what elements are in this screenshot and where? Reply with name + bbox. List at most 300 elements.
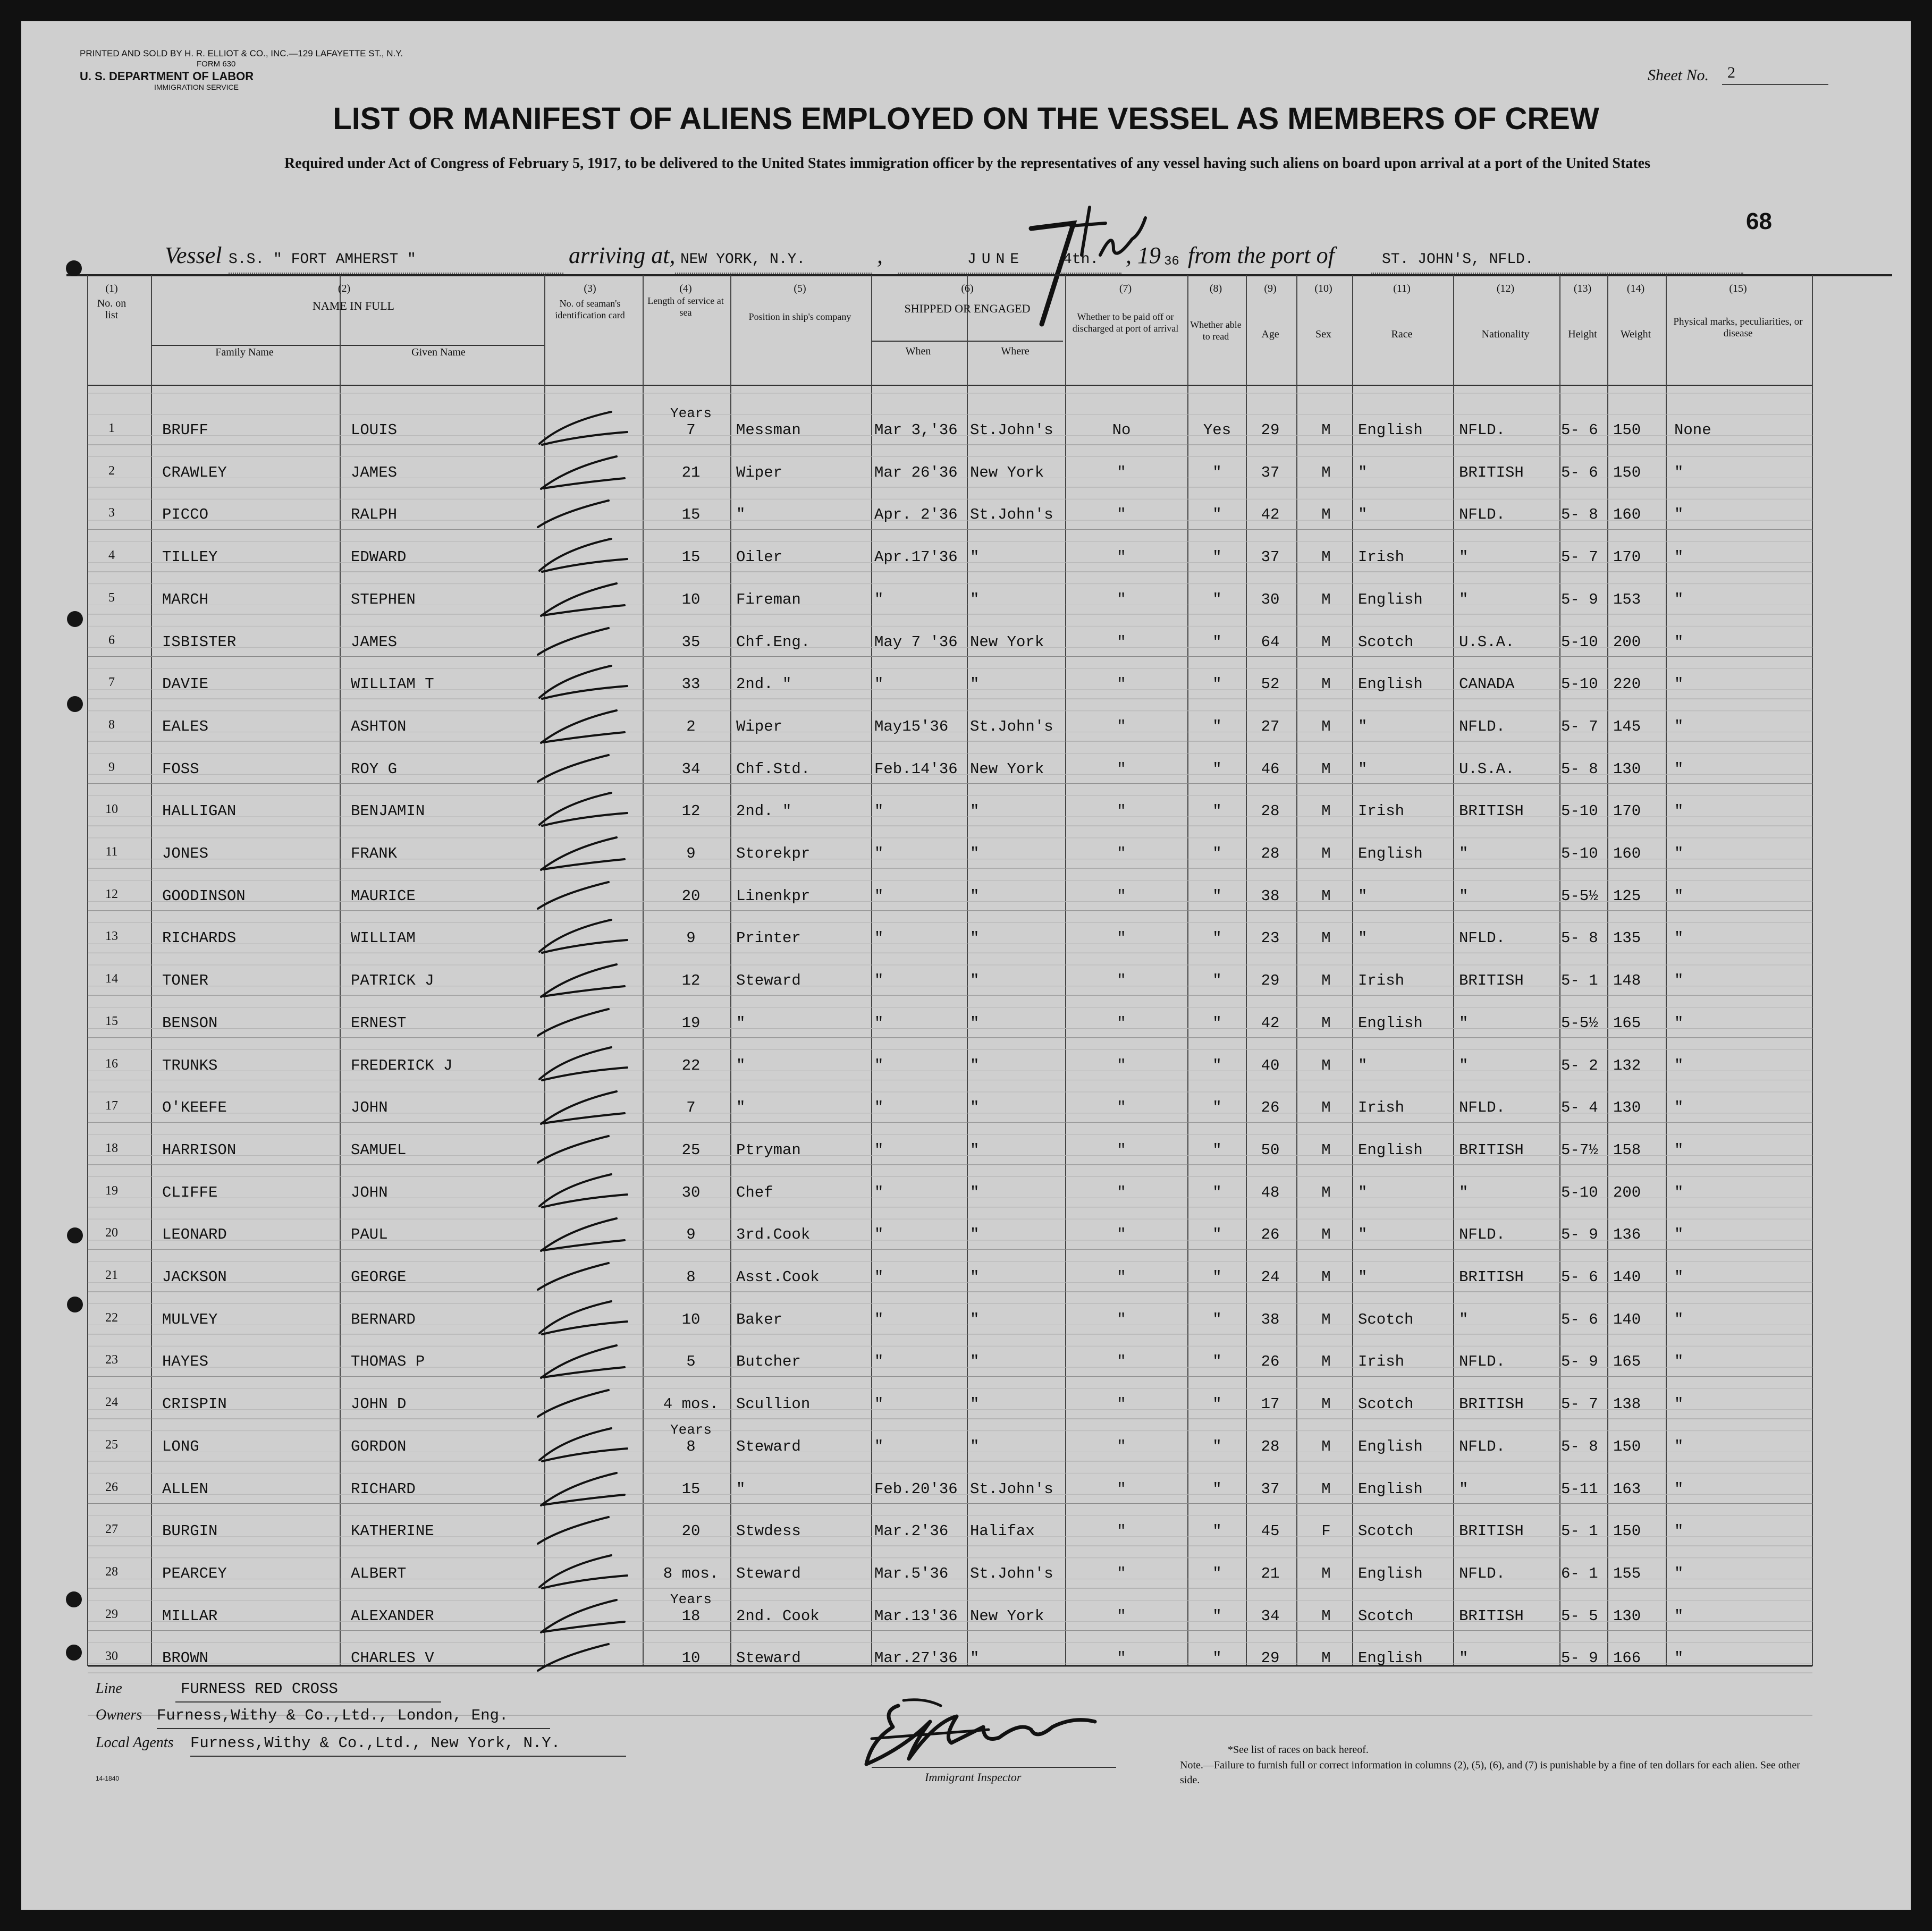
cell-read: "	[1212, 717, 1222, 735]
cell-when: "	[874, 845, 884, 862]
header-height: Height	[1568, 328, 1597, 340]
cell-paid: "	[1117, 887, 1126, 905]
cell-position: Ptryman	[736, 1141, 801, 1159]
cell-read: "	[1212, 675, 1222, 693]
cell-no: 9	[108, 760, 115, 774]
cell-service: 8 mos.	[663, 1564, 719, 1582]
cell-sex: M	[1321, 1226, 1331, 1244]
cell-no: 17	[105, 1099, 118, 1113]
id-card-checkmark	[531, 1381, 638, 1428]
cell-height: 6- 1	[1561, 1564, 1598, 1582]
cell-race: English	[1358, 845, 1423, 862]
cell-age: 28	[1261, 802, 1280, 820]
cell-marks: "	[1674, 802, 1684, 820]
cell-when: "	[874, 1099, 884, 1117]
id-card-checkmark	[531, 491, 638, 539]
cell-marks: "	[1674, 1437, 1684, 1455]
cell-age: 17	[1261, 1395, 1280, 1413]
cell-weight: 138	[1613, 1395, 1641, 1413]
id-card-checkmark	[531, 703, 638, 751]
cell-sex: M	[1321, 1353, 1331, 1371]
header-sex: Sex	[1315, 328, 1331, 340]
cell-sex: M	[1321, 802, 1331, 820]
header-shipped-engaged: SHIPPED OR ENGAGED	[904, 302, 1031, 315]
service-unit-note: Years	[670, 405, 712, 421]
cell-service: 5	[686, 1353, 696, 1371]
cell-sex: M	[1321, 972, 1331, 990]
id-card-checkmark	[531, 1169, 638, 1217]
id-card-checkmark	[531, 576, 638, 624]
cell-race: Scotch	[1358, 1310, 1414, 1328]
cell-when: Mar.2'36	[874, 1522, 949, 1540]
cell-height: 5-7½	[1561, 1141, 1598, 1159]
id-card-checkmark	[531, 1338, 638, 1386]
cell-family: PICCO	[162, 506, 209, 524]
cell-paid: "	[1117, 1353, 1126, 1371]
cell-height: 5- 8	[1561, 506, 1598, 524]
cell-weight: 136	[1613, 1226, 1641, 1244]
cell-marks: "	[1674, 1099, 1684, 1117]
penalty-note: Note.—Failure to furnish full or correct information in columns (2), (5), (6), and (7) is punishable by a fine of ten dollars for each alien. See other side.	[1180, 1759, 1800, 1786]
cell-family: GOODINSON	[162, 887, 246, 905]
sheet-number-label: Sheet No.	[1648, 66, 1709, 84]
column-number: (6)	[961, 283, 974, 294]
cell-family: LONG	[162, 1437, 199, 1455]
cell-nationality: BRITISH	[1459, 1141, 1524, 1159]
binder-hole	[67, 1297, 83, 1312]
cell-marks: "	[1674, 590, 1684, 608]
cell-family: MULVEY	[162, 1310, 218, 1328]
cell-given: MAURICE	[351, 887, 416, 905]
cell-age: 46	[1261, 760, 1280, 778]
cell-given: EDWARD	[351, 548, 407, 566]
cell-height: 5- 6	[1561, 1268, 1598, 1286]
cell-given: GORDON	[351, 1437, 407, 1455]
service-unit-note: Years	[670, 1421, 712, 1438]
cell-read: "	[1212, 1310, 1222, 1328]
cell-position: Steward	[736, 972, 801, 990]
cell-where: "	[970, 1183, 980, 1201]
cell-where: "	[970, 1395, 980, 1413]
header-position: Position in ship's company	[748, 311, 851, 322]
cell-paid: "	[1117, 1310, 1126, 1328]
header-physical-marks: Physical marks, peculiarities, or disease	[1673, 316, 1803, 339]
cell-where: St.John's	[970, 717, 1053, 735]
cell-weight: 163	[1613, 1480, 1641, 1498]
cell-when: "	[874, 972, 884, 990]
cell-service: 25	[681, 1141, 701, 1159]
cell-position: Chef	[736, 1183, 773, 1201]
cell-where: "	[970, 1437, 980, 1455]
cell-sex: M	[1321, 929, 1331, 947]
cell-nationality: NFLD.	[1459, 1564, 1506, 1582]
cell-age: 37	[1261, 1480, 1280, 1498]
cell-where: St.John's	[970, 506, 1053, 524]
cell-read: "	[1212, 1226, 1222, 1244]
cell-weight: 140	[1613, 1310, 1641, 1328]
cell-race: "	[1358, 1056, 1368, 1074]
cell-nationality: CANADA	[1459, 675, 1515, 693]
cell-marks: "	[1674, 1564, 1684, 1582]
from-port: ST. JOHN'S, NFLD.	[1382, 251, 1534, 268]
line-value: FURNESS RED CROSS	[181, 1680, 338, 1698]
owners-label: Owners	[96, 1707, 142, 1723]
cell-when: "	[874, 1353, 884, 1371]
cell-paid: "	[1117, 1649, 1126, 1667]
cell-family: O'KEEFE	[162, 1099, 227, 1117]
cell-family: HAYES	[162, 1353, 209, 1371]
owners-underline	[157, 1728, 550, 1729]
cell-marks: "	[1674, 972, 1684, 990]
service-unit-note: Years	[670, 1591, 712, 1607]
cell-given: JOHN D	[351, 1395, 407, 1413]
column-number: (12)	[1496, 283, 1515, 294]
cell-where: "	[970, 887, 980, 905]
cell-family: BRUFF	[162, 421, 209, 439]
cell-read: "	[1212, 760, 1222, 778]
cell-weight: 145	[1613, 717, 1641, 735]
cell-service: 30	[681, 1183, 701, 1201]
cell-position: Printer	[736, 929, 801, 947]
cell-no: 12	[105, 887, 118, 901]
cell-when: "	[874, 1014, 884, 1032]
cell-sex: M	[1321, 1437, 1331, 1455]
cell-height: 5- 1	[1561, 972, 1598, 990]
cell-when: Mar 3,'36	[874, 421, 958, 439]
cell-read: "	[1212, 590, 1222, 608]
cell-given: LOUIS	[351, 421, 398, 439]
cell-no: 15	[105, 1014, 118, 1028]
id-card-checkmark	[531, 957, 638, 1005]
id-card-checkmark	[531, 1042, 638, 1090]
header-nationality: Nationality	[1481, 328, 1530, 340]
cell-nationality: "	[1459, 590, 1469, 608]
cell-read: "	[1212, 633, 1222, 651]
cell-read: "	[1212, 929, 1222, 947]
cell-service: 2	[686, 717, 696, 735]
cell-when: "	[874, 887, 884, 905]
cell-read: "	[1212, 506, 1222, 524]
cell-when: "	[874, 1183, 884, 1201]
cell-no: 18	[105, 1141, 118, 1155]
cell-given: FREDERICK J	[351, 1056, 453, 1074]
column-number: (5)	[794, 283, 806, 294]
cell-read: "	[1212, 1141, 1222, 1159]
cell-nationality: NFLD.	[1459, 1099, 1506, 1117]
header-id-card: No. of seaman's identification card	[555, 298, 625, 320]
cell-marks: "	[1674, 463, 1684, 481]
cell-age: 38	[1261, 1310, 1280, 1328]
cell-no: 8	[108, 717, 115, 732]
cell-given: JOHN	[351, 1099, 388, 1117]
cell-age: 23	[1261, 929, 1280, 947]
cell-sex: M	[1321, 675, 1331, 693]
cell-height: 5- 9	[1561, 1226, 1598, 1244]
arrival-month: JUNE	[967, 251, 1025, 268]
cell-sex: M	[1321, 1141, 1331, 1159]
cell-height: 5- 7	[1561, 717, 1598, 735]
header-race: Race	[1391, 328, 1413, 340]
cell-service: 22	[681, 1056, 701, 1074]
cell-no: 4	[108, 548, 115, 563]
cell-read: "	[1212, 1437, 1222, 1455]
id-card-checkmark	[531, 1634, 638, 1682]
cell-nationality: NFLD.	[1459, 421, 1506, 439]
cell-family: ALLEN	[162, 1480, 209, 1498]
cell-nationality: BRITISH	[1459, 1522, 1524, 1540]
cell-service: 4 mos.	[663, 1395, 719, 1413]
cell-height: 5-5½	[1561, 887, 1598, 905]
cell-height: 5- 1	[1561, 1522, 1598, 1540]
cell-paid: "	[1117, 1564, 1126, 1582]
sheet-number-value: 2	[1727, 64, 1735, 81]
cell-sex: M	[1321, 633, 1331, 651]
races-note: *See list of races on back hereof.	[1228, 1744, 1369, 1756]
cell-family: LEONARD	[162, 1226, 227, 1244]
cell-position: Stwdess	[736, 1522, 801, 1540]
cell-position: "	[736, 1480, 746, 1498]
cell-service: 9	[686, 1226, 696, 1244]
cell-weight: 166	[1613, 1649, 1641, 1667]
cell-family: HARRISON	[162, 1141, 237, 1159]
cell-position: Steward	[736, 1437, 801, 1455]
cell-age: 28	[1261, 1437, 1280, 1455]
cell-service: 19	[681, 1014, 701, 1032]
cell-no: 13	[105, 929, 118, 944]
cell-weight: 200	[1613, 1183, 1641, 1201]
cell-paid: "	[1117, 548, 1126, 566]
cell-race: English	[1358, 1437, 1423, 1455]
cell-sex: M	[1321, 1395, 1331, 1413]
cell-age: 37	[1261, 463, 1280, 481]
cell-height: 5- 8	[1561, 929, 1598, 947]
cell-height: 5-10	[1561, 1183, 1598, 1201]
cell-where: St.John's	[970, 421, 1053, 439]
cell-sex: M	[1321, 548, 1331, 566]
cell-no: 20	[105, 1226, 118, 1240]
cell-height: 5-10	[1561, 633, 1598, 651]
cell-nationality: "	[1459, 548, 1469, 566]
cell-position: Steward	[736, 1564, 801, 1582]
cell-family: TILLEY	[162, 548, 218, 566]
cell-family: TRUNKS	[162, 1056, 218, 1074]
cell-paid: "	[1117, 972, 1126, 990]
cell-weight: 130	[1613, 1099, 1641, 1117]
cell-position: "	[736, 506, 746, 524]
cell-read: "	[1212, 1099, 1222, 1117]
cell-nationality: NFLD.	[1459, 929, 1506, 947]
department-name: U. S. DEPARTMENT OF LABOR	[80, 70, 254, 83]
cell-paid: "	[1117, 1437, 1126, 1455]
cell-given: GEORGE	[351, 1268, 407, 1286]
cell-height: 5- 7	[1561, 548, 1598, 566]
id-card-checkmark	[531, 1550, 638, 1598]
cell-position: Messman	[736, 421, 801, 439]
cell-age: 48	[1261, 1183, 1280, 1201]
cell-given: BENJAMIN	[351, 802, 425, 820]
owners-value: Furness,Withy & Co.,Ltd., London, Eng.	[157, 1707, 509, 1724]
cell-family: ISBISTER	[162, 633, 237, 651]
header-no-on-list: No. on list	[97, 298, 126, 321]
cell-when: Mar 26'36	[874, 463, 958, 481]
cell-race: English	[1358, 421, 1423, 439]
cell-paid: "	[1117, 717, 1126, 735]
cell-weight: 160	[1613, 506, 1641, 524]
cell-nationality: NFLD.	[1459, 1353, 1506, 1371]
cell-race: English	[1358, 1649, 1423, 1667]
cell-nationality: "	[1459, 1183, 1469, 1201]
cell-weight: 140	[1613, 1268, 1641, 1286]
cell-sex: M	[1321, 1014, 1331, 1032]
arriving-port: NEW YORK, N.Y.	[680, 251, 806, 268]
cell-marks: "	[1674, 1183, 1684, 1201]
cell-paid: "	[1117, 1522, 1126, 1540]
cell-where: New York	[970, 463, 1044, 481]
cell-given: RALPH	[351, 506, 398, 524]
cell-given: RICHARD	[351, 1480, 416, 1498]
cell-paid: "	[1117, 760, 1126, 778]
from-port-label: from the port of	[1188, 242, 1335, 268]
cell-read: "	[1212, 972, 1222, 990]
cell-when: "	[874, 1268, 884, 1286]
cell-read: "	[1212, 463, 1222, 481]
service-name: IMMIGRATION SERVICE	[154, 83, 239, 91]
cell-position: Baker	[736, 1310, 783, 1328]
cell-height: 5-10	[1561, 675, 1598, 693]
column-number: (3)	[584, 283, 596, 294]
cell-paid: "	[1117, 1056, 1126, 1074]
cell-sex: F	[1321, 1522, 1331, 1540]
cell-position: 2nd. "	[736, 675, 792, 693]
requirement-text: Required under Act of Congress of February 5, 1917, to be delivered to the United States immigration officer by the representatives of any vessel having such aliens on board upon arrival at a port of the United States	[284, 155, 1650, 172]
cell-family: TONER	[162, 972, 209, 990]
cell-where: "	[970, 845, 980, 862]
cell-no: 5	[108, 590, 115, 605]
cell-marks: "	[1674, 1268, 1684, 1286]
cell-service: 18	[681, 1607, 701, 1625]
cell-height: 5- 9	[1561, 1353, 1598, 1371]
cell-given: WILLIAM	[351, 929, 416, 947]
cell-height: 5-10	[1561, 845, 1598, 862]
cell-service: 15	[681, 506, 701, 524]
header-paid-off: Whether to be paid off or discharged at port of arrival	[1072, 311, 1179, 334]
cell-race: Irish	[1358, 548, 1405, 566]
cell-marks: "	[1674, 929, 1684, 947]
cell-age: 24	[1261, 1268, 1280, 1286]
cell-sex: M	[1321, 463, 1331, 481]
cell-nationality: "	[1459, 845, 1469, 862]
cell-sex: M	[1321, 1183, 1331, 1201]
cell-no: 16	[105, 1056, 118, 1071]
cell-read: "	[1212, 1014, 1222, 1032]
cell-marks: "	[1674, 506, 1684, 524]
cell-nationality: BRITISH	[1459, 802, 1524, 820]
cell-service: 7	[686, 421, 696, 439]
cell-sex: M	[1321, 590, 1331, 608]
id-card-checkmark	[531, 1084, 638, 1132]
inspector-signature	[850, 1690, 1127, 1775]
cell-age: 30	[1261, 590, 1280, 608]
binder-hole	[67, 696, 83, 712]
cell-height: 5- 9	[1561, 590, 1598, 608]
cell-marks: "	[1674, 1480, 1684, 1498]
cell-age: 40	[1261, 1056, 1280, 1074]
cell-given: STEPHEN	[351, 590, 416, 608]
cell-paid: "	[1117, 506, 1126, 524]
cell-read: "	[1212, 1056, 1222, 1074]
cell-weight: 165	[1613, 1014, 1641, 1032]
cell-nationality: "	[1459, 1480, 1469, 1498]
header-length-service: Length of service at sea	[647, 295, 724, 318]
header-name-in-full: NAME IN FULL	[313, 299, 394, 312]
cell-age: 26	[1261, 1353, 1280, 1371]
cell-marks: "	[1674, 1226, 1684, 1244]
cell-race: "	[1358, 929, 1368, 947]
cell-where: St.John's	[970, 1480, 1053, 1498]
cell-service: 8	[686, 1268, 696, 1286]
cell-race: Irish	[1358, 802, 1405, 820]
cell-weight: 150	[1613, 463, 1641, 481]
cell-family: JONES	[162, 845, 209, 862]
id-card-checkmark	[531, 1254, 638, 1301]
cell-nationality: BRITISH	[1459, 972, 1524, 990]
cell-given: THOMAS P	[351, 1353, 425, 1371]
cell-given: SAMUEL	[351, 1141, 407, 1159]
cell-given: WILLIAM T	[351, 675, 434, 693]
cell-given: PAUL	[351, 1226, 388, 1244]
form-title: LIST OR MANIFEST OF ALIENS EMPLOYED ON THE VESSEL AS MEMBERS OF CREW	[333, 101, 1599, 136]
cell-service: 35	[681, 633, 701, 651]
cell-given: JOHN	[351, 1183, 388, 1201]
cell-nationality: "	[1459, 1056, 1469, 1074]
binder-hole	[67, 611, 83, 627]
cell-race: "	[1358, 1226, 1368, 1244]
header-where: Where	[1001, 345, 1030, 357]
column-number: (10)	[1314, 283, 1332, 294]
header-when: When	[905, 345, 931, 357]
cell-age: 29	[1261, 1649, 1280, 1667]
cell-service: 20	[681, 887, 701, 905]
cell-read: "	[1212, 802, 1222, 820]
cell-when: "	[874, 1141, 884, 1159]
cell-when: "	[874, 590, 884, 608]
cell-where: "	[970, 675, 980, 693]
cell-service: 10	[681, 1649, 701, 1667]
cell-height: 5-5½	[1561, 1014, 1598, 1032]
cell-service: 20	[681, 1522, 701, 1540]
cell-when: Mar.27'36	[874, 1649, 958, 1667]
cell-read: "	[1212, 1395, 1222, 1413]
cell-position: Chf.Std.	[736, 760, 811, 778]
cell-race: English	[1358, 1480, 1423, 1498]
column-number: (15)	[1729, 283, 1747, 294]
cell-where: "	[970, 972, 980, 990]
id-card-checkmark	[531, 830, 638, 878]
cell-given: JAMES	[351, 463, 398, 481]
binder-hole	[66, 1645, 82, 1661]
cell-weight: 170	[1613, 548, 1641, 566]
cell-marks: "	[1674, 1141, 1684, 1159]
cell-weight: 132	[1613, 1056, 1641, 1074]
column-number: (7)	[1119, 283, 1132, 294]
cell-weight: 125	[1613, 887, 1641, 905]
cell-sex: M	[1321, 1099, 1331, 1117]
cell-sex: M	[1321, 1310, 1331, 1328]
cell-when: Feb.14'36	[874, 760, 958, 778]
cell-height: 5- 2	[1561, 1056, 1598, 1074]
cell-nationality: NFLD.	[1459, 717, 1506, 735]
cell-race: Scotch	[1358, 1395, 1414, 1413]
